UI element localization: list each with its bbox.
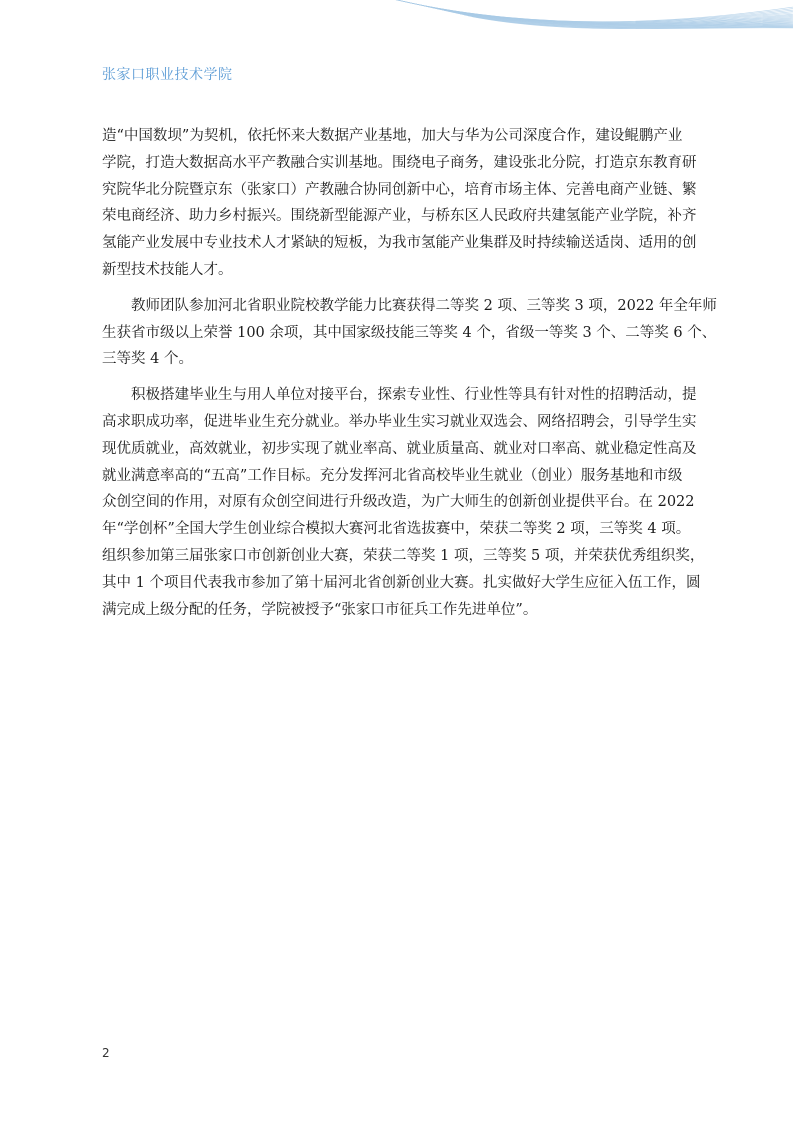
text-line: 众创空间的作用，对原有众创空间进行升级改造，为广大师生的创新创业提供平台。在 2022 xyxy=(102,494,695,511)
text-line: 学院，打造大数据高水平产教融合实训基地。围绕电子商务，建设张北分院，打造京东教育研 xyxy=(102,154,697,171)
text-line: 教师团队参加河北省职业院校教学能力比赛获得二等奖 2 项、三等奖 3 项，2022 年全年师 xyxy=(102,297,717,314)
text-line: 满完成上级分配的任务，学院被授予“张家口市征兵工作先进单位”。 xyxy=(102,601,538,618)
text-line: 积极搭建毕业生与用人单位对接平台，探索专业性、行业性等具有针对性的招聘活动，提 xyxy=(102,387,697,404)
text-line: 三等奖 4 个。 xyxy=(102,351,193,368)
decor-wave-line xyxy=(412,3,793,24)
page-number: 2 xyxy=(102,1046,110,1060)
text-line: 究院华北分院暨京东（张家口）产教融合协同创新中心，培育市场主体、完善电商产业链、繁 xyxy=(102,181,697,198)
text-line: 高求职成功率，促进毕业生充分就业。举办毕业生实习就业双选会、网络招聘会，引导学生实 xyxy=(102,413,697,430)
text-line: 荣电商经济、助力乡村振兴。围绕新型能源产业，与桥东区人民政府共建氢能产业学院，补齐 xyxy=(102,208,697,225)
header-wave-decoration xyxy=(0,0,793,60)
text-line: 年“学创杯”全国大学生创业综合模拟大赛河北省选拔赛中，荣获二等奖 2 项，三等奖 4 项。 xyxy=(102,521,691,538)
paragraph-1 xyxy=(102,123,702,284)
text-line: 就业满意率高的“五高”工作目标。充分发挥河北省高校毕业生就业（创业）服务基地和市级 xyxy=(102,467,683,484)
body-text xyxy=(102,123,717,632)
paragraph-3 xyxy=(102,382,705,623)
header-school-name: 张家口职业技术学院 xyxy=(102,67,233,83)
text-line: 造“中国数坝”为契机，依托怀来大数据产业基地，加大与华为公司深度合作，建设鲲鹏产业 xyxy=(102,128,683,144)
text-line: 新型技术技能人才。 xyxy=(102,261,233,278)
text-line: 生获省市级以上荣誉 100 余项，其中国家级技能三等奖 4 个，省级一等奖 3 个、二等奖 6 个、 xyxy=(102,324,717,341)
text-line: 其中 1 个项目代表我市参加了第十届河北省创新创业大赛。扎实做好大学生应征入伍工作，圆 xyxy=(102,574,701,591)
text-line: 现优质就业，高效就业，初步实现了就业率高、就业质量高、就业对口率高、就业稳定性高及 xyxy=(102,440,697,457)
paragraph-2 xyxy=(102,293,717,373)
text-line: 氢能产业发展中专业技术人才紧缺的短板，为我市氢能产业集群及时持续输送适岗、适用的创 xyxy=(102,235,697,252)
text-line: 组织参加第三届张家口市创新创业大赛，荣获二等奖 1 项，三等奖 5 项，并荣获优秀组织奖， xyxy=(102,547,705,564)
